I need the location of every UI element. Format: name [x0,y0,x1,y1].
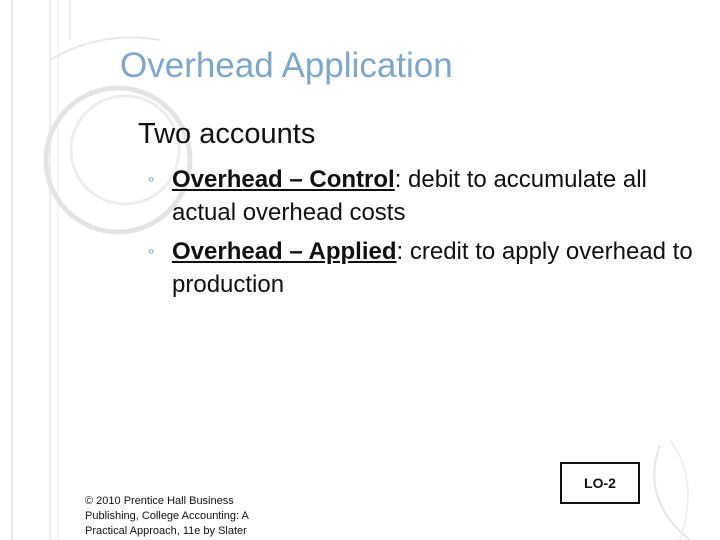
main-bullet-text: Two accounts [138,118,316,150]
copyright-notice: © 2010 Prentice Hall Business Publishing, College Accounting: A Practical Approach, 11e by Slater [85,495,249,537]
sub-bullet-control-text: : debit to accumulate all actual overhead costs [172,166,647,226]
learning-objective-label: LO-2 [584,475,616,491]
sub-bullet-applied [148,235,708,301]
term-overhead-applied: Overhead – Applied [172,238,397,265]
sub-bullet-icon: ◦ [148,241,155,261]
main-bullet [134,118,315,151]
sub-bullet-icon: ◦ [148,169,155,189]
term-overhead-control: Overhead – Control [172,166,395,193]
slide-title: Overhead Application [120,46,453,85]
sub-bullet-applied-text: : credit to apply overhead to production [172,238,693,298]
learning-objective-box [560,462,640,504]
sub-bullet-control [148,163,708,229]
